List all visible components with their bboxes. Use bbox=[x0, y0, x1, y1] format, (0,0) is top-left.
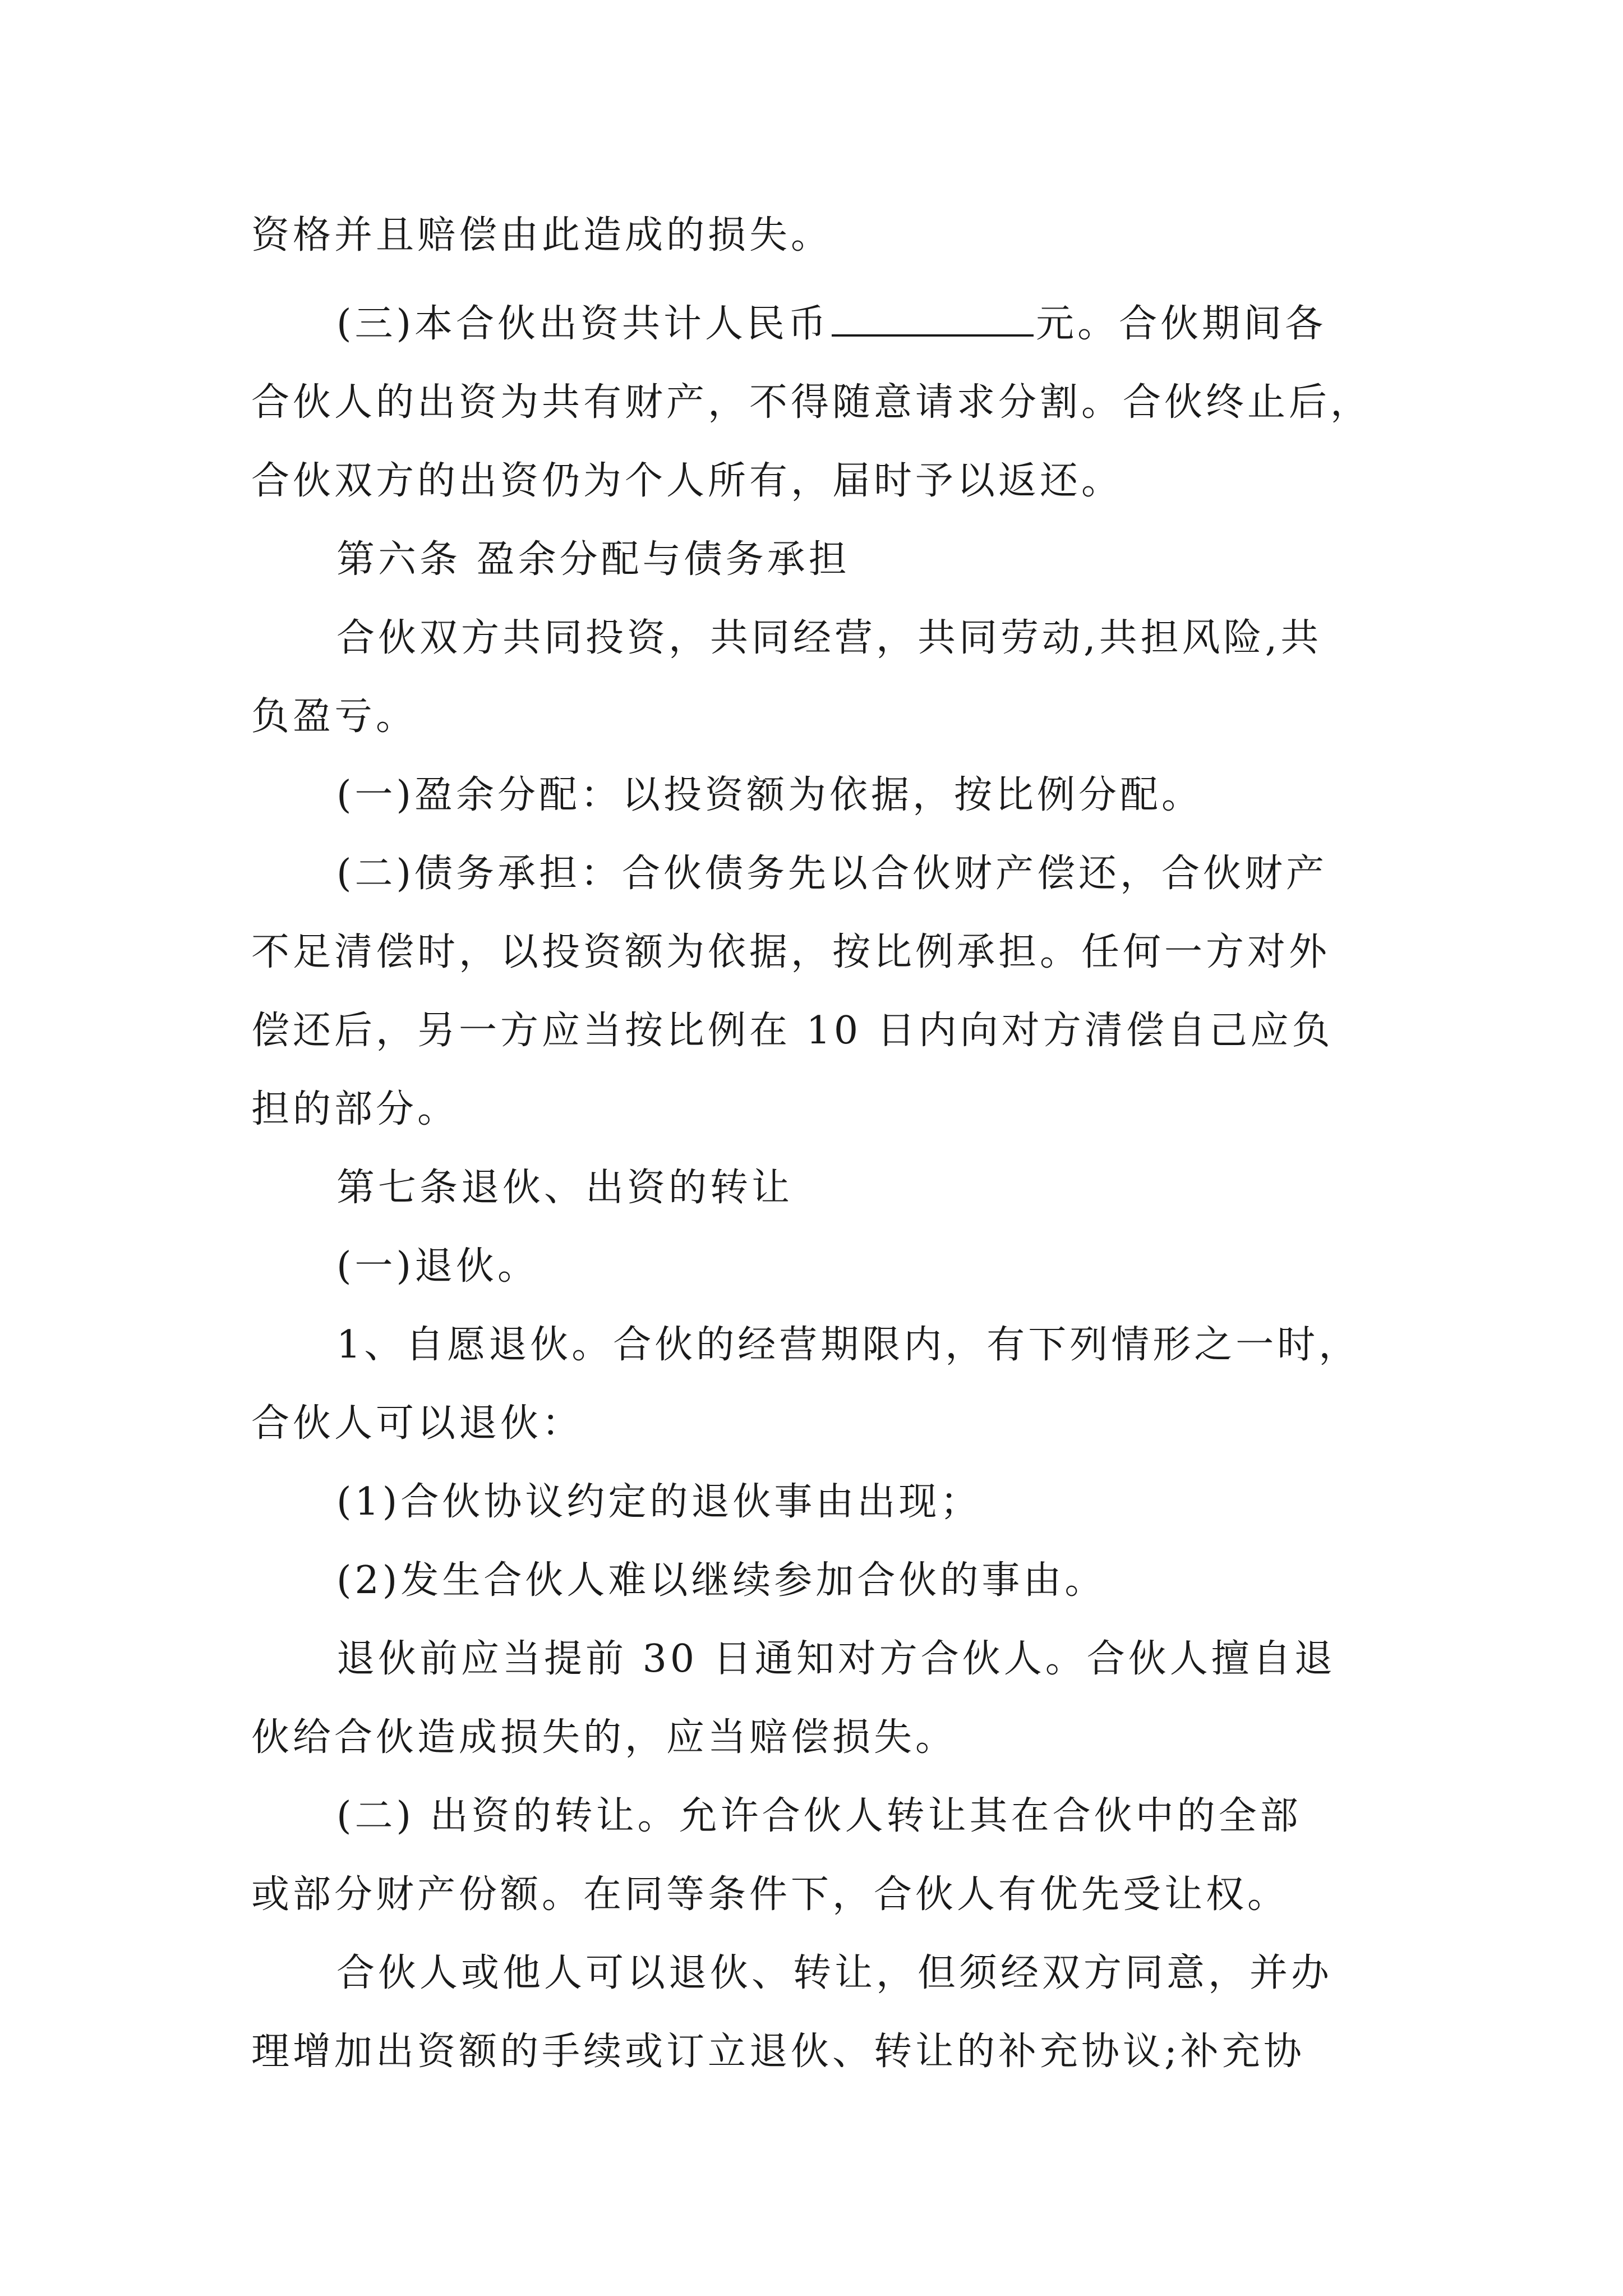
text-line: 理增加出资额的手续或订立退伙、转让的补充协议;补充协 bbox=[251, 2030, 1305, 2074]
text-segment: (三)本合伙出资共计人民币 bbox=[336, 302, 830, 346]
section-heading: 第六条 盈余分配与债务承担 bbox=[336, 537, 850, 582]
text-line: (二) 出资的转让。允许合伙人转让其在合伙中的全部 bbox=[336, 1794, 1302, 1838]
text-line: 或部分财产份额。在同等条件下，合伙人有优先受让权。 bbox=[251, 1872, 1289, 1917]
text-line: (一)盈余分配：以投资额为依据，按比例分配。 bbox=[336, 773, 1204, 817]
text-line: 合伙人可以退伙： bbox=[251, 1401, 584, 1446]
text-line: 偿还后，另一方应当按比例在 10 日内向对方清偿自己应负 bbox=[251, 1009, 1334, 1053]
text-segment: 元。合伙期间各 bbox=[1036, 302, 1327, 346]
text-line: (二)债务承担：合伙债务先以合伙财产偿还，合伙财产 bbox=[336, 852, 1328, 896]
fill-in-blank bbox=[832, 298, 1034, 337]
text-line: 伙给合伙造成损失的，应当赔偿损失。 bbox=[251, 1715, 957, 1760]
text-line: 资格并且赔偿由此造成的损失。 bbox=[251, 213, 833, 257]
section-heading: 第七条退伙、出资的转让 bbox=[336, 1166, 794, 1210]
text-line: (2)发生合伙人难以继续参加合伙的事由。 bbox=[336, 1558, 1106, 1603]
text-line: 担的部分。 bbox=[251, 1087, 459, 1131]
text-line: 退伙前应当提前 30 日通知对方合伙人。合伙人擅自退 bbox=[336, 1637, 1336, 1681]
text-line: (一)退伙。 bbox=[336, 1244, 540, 1289]
text-line: 合伙人或他人可以退伙、转让，但须经双方同意，并办 bbox=[336, 1951, 1333, 1995]
text-line: 1、自愿退伙。合伙的经营期限内，有下列情形之一时， bbox=[336, 1323, 1361, 1367]
text-line: 合伙人的出资为共有财产，不得随意请求分割。合伙终止后， bbox=[251, 380, 1372, 425]
text-line: 不足清偿时，以投资额为依据，按比例承担。任何一方对外 bbox=[251, 930, 1331, 974]
text-line: 合伙双方的出资仍为个人所有，届时予以返还。 bbox=[251, 459, 1123, 503]
text-line: (1)合伙协议约定的退伙事由出现； bbox=[336, 1480, 982, 1524]
text-line-with-blank bbox=[336, 297, 1374, 351]
text-line: 负盈亏。 bbox=[251, 694, 418, 739]
text-line: 合伙双方共同投资，共同经营，共同劳动,共担风险,共 bbox=[336, 616, 1322, 660]
